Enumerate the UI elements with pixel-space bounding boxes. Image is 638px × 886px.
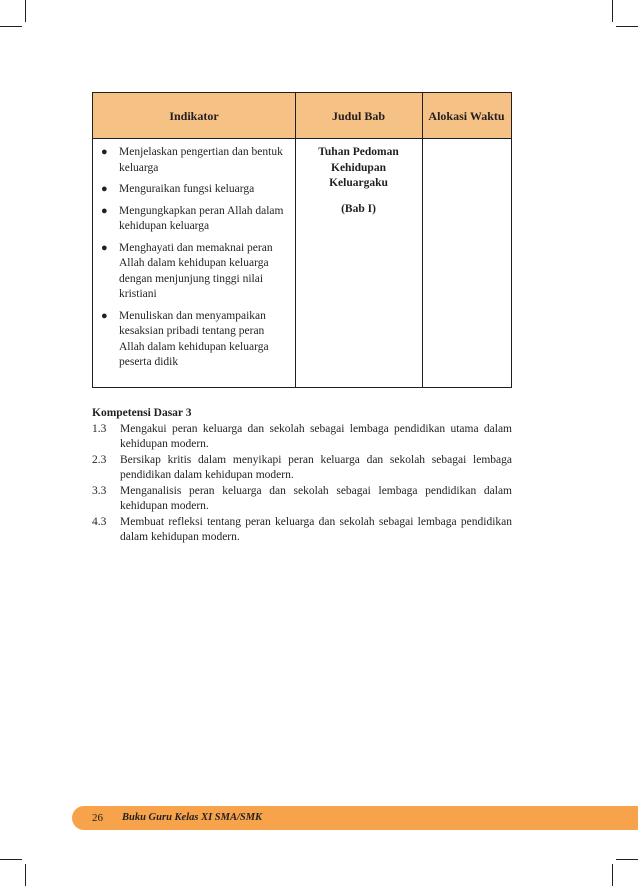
column-divider (295, 93, 296, 387)
bullet-icon: ● (101, 204, 108, 217)
crop-mark (0, 859, 22, 860)
indikator-text: Menjelaskan pengertian dan bentuk keluarga (119, 146, 283, 174)
bullet-icon: ● (101, 146, 108, 158)
kd-item (92, 453, 512, 484)
table-header (93, 93, 511, 139)
kd-number: 4.3 (92, 515, 107, 528)
indikator-text: Menuliskan dan menyampaikan kesaksian pribadi tentang peran Allah dalam kehidupan keluarga peserta didik (119, 309, 269, 368)
page-footer (72, 806, 638, 830)
bullet-icon: ● (101, 183, 108, 195)
crop-mark (612, 0, 613, 22)
column-divider (422, 93, 423, 387)
bullet-icon: ● (101, 241, 108, 254)
page-number: 26 (92, 812, 103, 824)
crop-mark (616, 859, 638, 860)
indikator-text: Menguraikan fungsi keluarga (119, 183, 255, 195)
header-judul-bab: Judul Bab (331, 109, 386, 123)
kd-text: Menganalisis peran keluarga dan sekolah sebagai lembaga pendidikan dalam kehidupan modern. (120, 484, 512, 512)
list-item (99, 241, 291, 303)
bullet-icon: ● (101, 309, 108, 322)
indikator-table (92, 92, 512, 388)
indikator-text: Mengungkapkan peran Allah dalam kehidupan keluarga (119, 204, 284, 232)
judul-line: Kehidupan (331, 161, 386, 174)
kompetensi-dasar-section (92, 406, 512, 546)
kd-text: Bersikap kritis dalam menyikapi peran keluarga dan sekolah sebagai lembaga pendidikan dalam kehidupan modern. (120, 453, 512, 481)
book-title: Buku Guru Kelas XI SMA/SMK (122, 812, 263, 823)
kd-number: 1.3 (92, 422, 107, 435)
list-item (99, 204, 291, 235)
judul-line: Keluargaku (329, 177, 388, 189)
judul-bab-cell (295, 145, 422, 217)
kd-item (92, 484, 512, 515)
kd-item (92, 515, 512, 546)
list-item (99, 145, 291, 176)
list-item (99, 309, 291, 371)
kd-number: 3.3 (92, 484, 107, 497)
bab-label: (Bab I) (341, 202, 376, 215)
kd-text: Mengakui peran keluarga dan sekolah sebagai lembaga pendidikan utama dalam kehidupan modern. (120, 422, 512, 450)
kd-number: 2.3 (92, 453, 107, 466)
crop-mark (0, 26, 22, 27)
kd-text: Membuat refleksi tentang peran keluarga dan sekolah sebagai lembaga pendidikan dalam kehidupan modern. (120, 515, 512, 543)
crop-mark (25, 864, 26, 886)
kd-item (92, 422, 512, 453)
crop-mark (612, 864, 613, 886)
crop-mark (25, 0, 26, 22)
judul-line: Tuhan Pedoman (318, 146, 399, 158)
crop-mark (616, 26, 638, 27)
list-item (99, 182, 291, 198)
indikator-text: Menghayati dan memaknai peran Allah dalam kehidupan keluarga dengan menjunjung tinggi nilai kristiani (119, 241, 273, 300)
header-alokasi-waktu: Alokasi Waktu (428, 109, 505, 123)
section-title: Kompetensi Dasar 3 (92, 407, 192, 419)
header-indikator: Indikator (169, 109, 219, 123)
indikator-list (99, 145, 291, 377)
